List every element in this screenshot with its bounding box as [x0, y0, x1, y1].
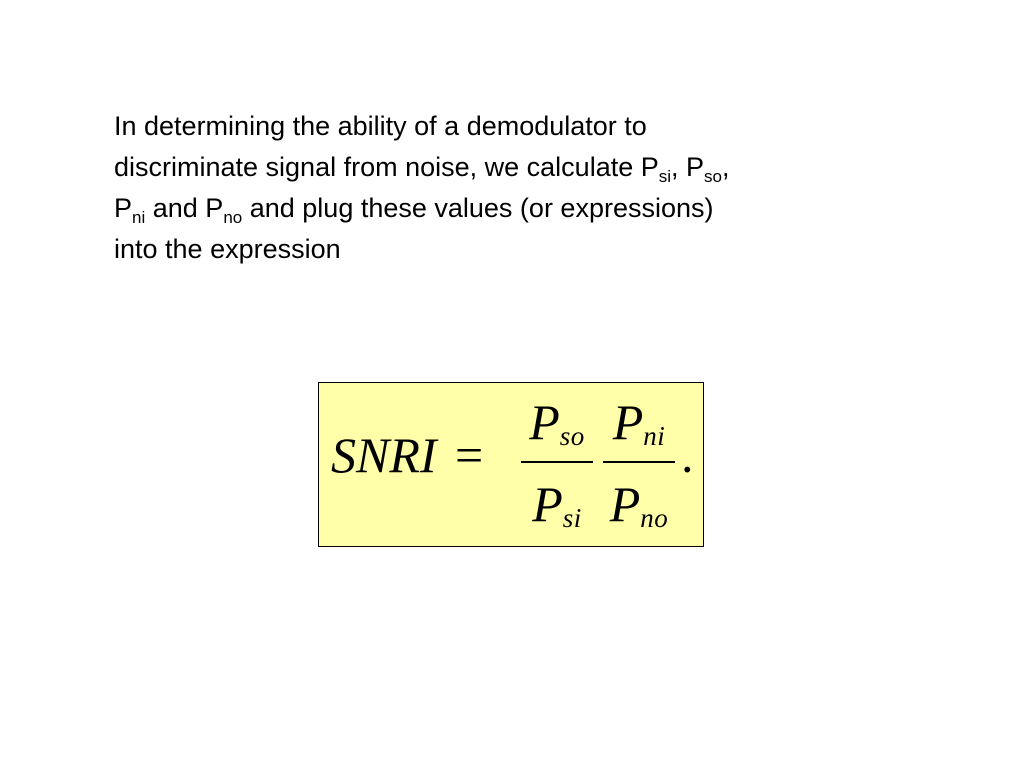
text-line-1	[114, 106, 904, 147]
fraction-2-den-sub: no	[640, 503, 669, 533]
fraction-1-denominator	[519, 475, 595, 533]
body-text	[114, 106, 904, 270]
formula-period: .	[681, 427, 694, 483]
fraction-2-den-base: P	[609, 476, 641, 532]
text-line-3-mid: and P	[145, 193, 224, 223]
text-line-1-content: In determining the ability of a demodulator to	[114, 111, 647, 141]
text-line-2-start: discriminate signal from noise, we calculate P	[114, 152, 659, 182]
text-line-3-end: and plug these values (or expressions)	[242, 193, 714, 223]
text-line-4	[114, 229, 904, 270]
text-line-4-content: into the expression	[114, 234, 341, 264]
fraction-2-numerator	[601, 393, 677, 451]
subscript-no: no	[223, 208, 243, 227]
formula-box	[318, 382, 704, 547]
subscript-si: si	[658, 167, 672, 186]
separator-2: ,	[722, 152, 730, 182]
fraction-1-num-sub: so	[559, 421, 585, 451]
text-line-3-start: P	[114, 193, 133, 223]
fraction-2-num-sub: ni	[643, 421, 666, 451]
fraction-2-bar	[603, 461, 675, 463]
fraction-2-num-base: P	[612, 394, 644, 450]
fraction-1-numerator	[519, 393, 595, 451]
separator-1: , P	[671, 152, 705, 182]
fraction-1-bar	[521, 461, 593, 463]
fraction-2-denominator	[601, 475, 677, 533]
fraction-1-num-base: P	[529, 394, 560, 450]
fraction-1-den-sub: si	[562, 503, 582, 533]
subscript-so: so	[704, 167, 722, 186]
fraction-1-den-base: P	[532, 476, 563, 532]
subscript-ni: ni	[132, 208, 146, 227]
fraction-pni-pno	[601, 391, 677, 539]
formula-equals: =	[455, 427, 484, 483]
text-line-3	[114, 188, 904, 229]
text-line-2	[114, 147, 904, 188]
fraction-pso-psi	[519, 391, 595, 539]
formula-lhs: SNRI	[331, 427, 437, 483]
